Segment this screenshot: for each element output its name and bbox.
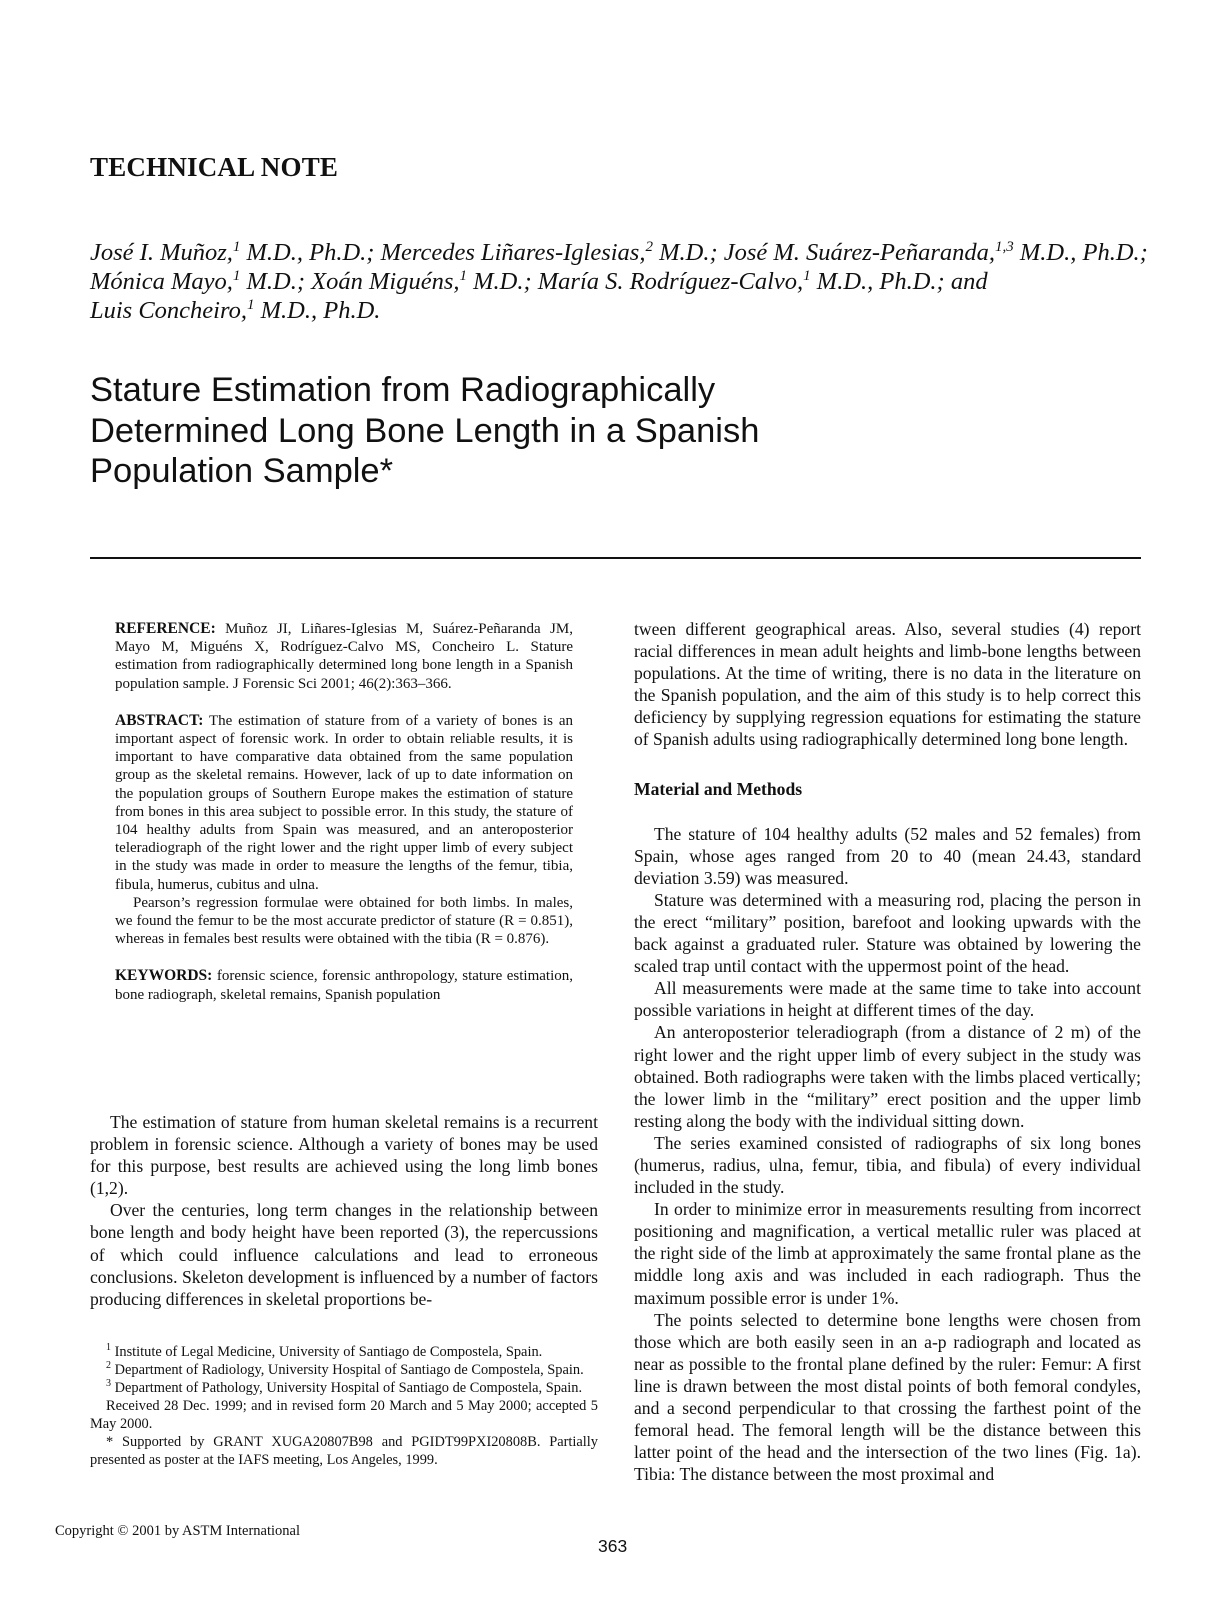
body-paragraph: All measurements were made at the same time to take into account possible variations in height at different times of the day. xyxy=(634,978,1141,1021)
body-paragraph: In order to minimize error in measurements resulting from incorrect positioning and magnification, a vertical metallic ruler was placed at the right side of the limb at approximately the same frontal plane as the middle long axis and was included in each radiograph. Thus the maximum possible error is under 1%. xyxy=(634,1199,1141,1308)
author-degree: M.D.; xyxy=(466,268,538,295)
author-name: Luis Concheiro, xyxy=(90,297,247,324)
reference-text: Muñoz JI, Liñares-Iglesias M, Suárez-Peñaranda JM, Mayo M, Miguéns X, Rodríguez-Calvo MS, Concheiro L. Stature estimation from radiographically determined long bone length in a Spanish population sample. J Forensic Sci 2001; 46(2):363–366. xyxy=(115,621,573,692)
footnote xyxy=(90,1361,598,1379)
section-label: TECHNICAL NOTE xyxy=(90,152,339,182)
author-degree: M.D., Ph.D.; xyxy=(1013,239,1148,266)
body-paragraph: The series examined consisted of radiographs of six long bones (humerus, radius, ulna, femur, tibia, and fibula) of every individual included in the study. xyxy=(634,1132,1141,1198)
affiliation-mark: 1 xyxy=(232,267,241,284)
keywords-label: KEYWORDS: xyxy=(115,967,213,985)
footnote-mark: 1 xyxy=(106,1342,111,1354)
abstract-text: The estimation of stature from of a variety of bones is an important aspect of forensic work. In order to obtain reliable results, it is important to have comparative data obtained from the same population group as the skeletal remains. However, lack of up to date information on the population groups of Southern Europe makes the estimation of stature from bones in this area subject to possible error. In this study, the stature of 104 healthy adults from Spain was measured, and an anteroposterior teleradiograph of the right lower and the right upper limb of every subject in the study was made in order to measure the lengths of the femur, tibia, fibula, humerus, cubitus and ulna. xyxy=(115,712,573,893)
author-degree: M.D., Ph.D. xyxy=(254,297,381,324)
keywords-text: forensic science, forensic anthropology, stature estimation, bone radiograph, skeletal remains, Spanish population xyxy=(115,968,573,1003)
affiliation-mark: 2 xyxy=(645,238,653,255)
author-name: Mercedes Liñares-Iglesias, xyxy=(380,239,646,266)
abstract-label: ABSTRACT: xyxy=(115,711,204,729)
author-degree: M.D., Ph.D.; xyxy=(240,239,381,266)
footnote xyxy=(90,1343,598,1361)
author-name: José M. Suárez-Peñaranda, xyxy=(723,239,995,266)
methods-paragraphs xyxy=(634,823,1141,1486)
abstract-paragraph xyxy=(115,712,573,894)
body-paragraph-continued: tween different geographical areas. Also, several studies (4) report racial differences in mean adult heights and limb-bone lengths between populations. At the time of writing, there is no data in the literature on the Spanish population, and the aim of this study is to help correct this deficiency by supplying regression equations for estimating the stature of Spanish adults using radiographically determined long bone length. xyxy=(634,619,1141,750)
footnote-mark: 3 xyxy=(106,1378,111,1390)
affiliation-mark: 1 xyxy=(803,267,811,284)
left-column-body xyxy=(90,1111,598,1310)
footnote-text: Department of Pathology, University Hospital of Santiago de Compostela, Spain. xyxy=(111,1380,583,1396)
footnote-text: Department of Radiology, University Hospital of Santiago de Compostela, Spain. xyxy=(111,1362,584,1378)
reference xyxy=(115,620,573,693)
section-heading: Material and Methods xyxy=(634,778,803,799)
author-degree: M.D., Ph.D.; and xyxy=(810,268,988,295)
keywords xyxy=(115,967,573,1003)
affiliation-mark: 1 xyxy=(232,238,241,255)
body-paragraph: The points selected to determine bone lengths were chosen from those which are both easily seen in an a-p radiograph and located as near as possible to the frontal plane defined by the ruler: Femur: A first line is drawn between the most distal points of both femoral condyles, and a second perpendicular to that crossing the farthest point of the femoral head. The femoral length will be the distance between this latter point of the head and the intersection of the two lines (Fig. 1a). Tibia: The distance between the most proximal and xyxy=(634,1309,1141,1485)
body-paragraph: The stature of 104 healthy adults (52 males and 52 females) from Spain, whose ages ranged from 20 to 40 (mean 24.43, standard deviation 3.59) was measured. xyxy=(634,823,1141,888)
affiliation-mark: 1,3 xyxy=(995,238,1014,255)
footnote-text: Institute of Legal Medicine, University of Santiago de Compostela, Spain. xyxy=(111,1344,543,1360)
body-paragraph: An anteroposterior teleradiograph (from a distance of 2 m) of the right lower and the right upper limb of every subject in the study was obtained. Both radiographs were taken with the limbs placed vertically; the lower limb in the “military” erect position and the upper limb resting along the body with the individual sitting down. xyxy=(634,1022,1141,1131)
right-column-body xyxy=(634,618,1141,1485)
footnote xyxy=(90,1379,598,1397)
page-number: 363 xyxy=(598,1536,628,1556)
article-title: Stature Estimation from Radiographically Determined Long Bone Length in a Spanish Population Sample* xyxy=(90,371,760,490)
footnotes xyxy=(90,1343,598,1469)
author-name: María S. Rodríguez-Calvo, xyxy=(537,268,804,295)
abstract-paragraph-2: Pearson’s regression formulae were obtained for both limbs. In males, we found the femur to be the most accurate predictor of stature (R = 0.851), whereas in females best results were obtained with the tibia (R = 0.876). xyxy=(115,894,573,948)
author-name: Mónica Mayo, xyxy=(90,268,233,295)
footnote-text: * Supported by GRANT XUGA20807B98 and PGIDT99PXI20808B. Partially presented as poster at the IAFS meeting, Los Angeles, 1999. xyxy=(90,1434,598,1468)
author-degree: M.D.; xyxy=(652,239,724,266)
author-degree: M.D.; xyxy=(240,268,312,295)
author-name: José I. Muñoz, xyxy=(90,239,233,266)
body-paragraph: Over the centuries, long term changes in the relationship between bone length and body height have been reported (3), the repercussions of which could influence calculations and lead to erroneous conclusions. Skeleton development is influenced by a number of factors producing differences in skeletal proportions be- xyxy=(90,1200,598,1309)
body-paragraph: Stature was determined with a measuring rod, placing the person in the erect “military” position, barefoot and looking upwards with the back against a graduated ruler. Stature was obtained by lowering the scaled trap until contact with the uppermost point of the head. xyxy=(634,889,1141,977)
footnote-text: Received 28 Dec. 1999; and in revised form 20 March and 5 May 2000; accepted 5 May 2000. xyxy=(90,1398,598,1432)
author-name: Xoán Miguéns, xyxy=(311,268,460,295)
author-list xyxy=(90,238,1160,325)
body-paragraph: The estimation of stature from human skeletal remains is a recurrent problem in forensic science. Although a variety of bones may be used for this purpose, best results are achieved using the long limb bones (1,2). xyxy=(90,1112,598,1199)
affiliation-mark: 1 xyxy=(459,267,467,284)
footnote-mark: 2 xyxy=(106,1360,111,1372)
affiliation-mark: 1 xyxy=(247,296,255,313)
title-divider xyxy=(90,557,1141,559)
footnote xyxy=(90,1433,598,1469)
reference-label: REFERENCE: xyxy=(115,620,216,637)
abstract-block xyxy=(115,620,573,1004)
copyright-notice: Copyright © 2001 by ASTM International xyxy=(55,1523,301,1539)
footnote xyxy=(90,1397,598,1433)
